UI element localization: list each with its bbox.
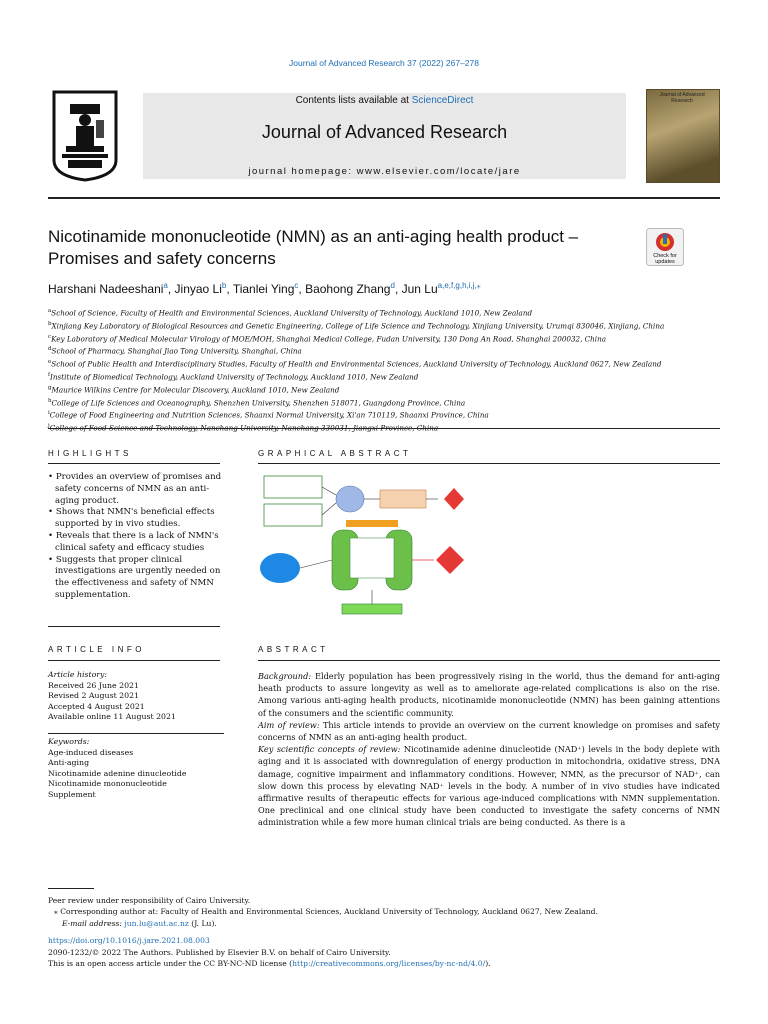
abstract-body [258, 670, 720, 829]
highlight-item: • Reveals that there is a lack of NMN's clinical safety and efficacy studies [48, 530, 219, 553]
header-rule [48, 197, 720, 199]
author[interactable]: Jinyao Li$^b$ [174, 281, 227, 296]
affiliations [48, 306, 728, 434]
history-label: Article history: [48, 670, 108, 679]
journal-citation[interactable]: Journal of Advanced Research 37 (2022) 267–278 [289, 58, 479, 68]
affiliation: $^h$College of Life Sciences and Oceanography, Shenzhen University, Shenzhen 518071, Guangdong Province, China [48, 397, 466, 407]
highlights-list [48, 472, 224, 602]
graphical-abstract-rule [258, 463, 720, 464]
author[interactable]: Tianlei Ying$^c$ [232, 281, 299, 296]
cover-title: Journal of Advanced Research [659, 92, 705, 104]
corresponding-author: ⁎ Corresponding author at: Faculty of Health and Environmental Sciences, Auckland University of Technology, Auckland 0627, New Zealand. [54, 907, 598, 917]
abstract-heading: ABSTRACT [258, 645, 329, 654]
footnote-rule [48, 888, 94, 889]
license-link[interactable]: http://creativecommons.org/licenses/by-nc-nd/4.0/ [292, 959, 486, 969]
email-link[interactable]: jun.lu@aut.ac.nz [124, 918, 189, 928]
article-title: Nicotinamide mononucleotide (NMN) as an anti-aging health product – Promises and safety concerns [48, 227, 579, 268]
graphical-abstract-figure [258, 468, 478, 623]
affiliation: $^d$School of Pharmacy, Shanghai Jiao Tong University, Shanghai, China [48, 346, 302, 356]
cairo-university-logo [48, 90, 122, 182]
sciencedirect-link[interactable]: ScienceDirect [411, 95, 474, 106]
keywords-label: Keywords: [48, 736, 90, 746]
author[interactable]: Harshani Nadeeshani$^a$ [48, 281, 168, 296]
abstract-rule [258, 660, 720, 661]
keyword: Nicotinamide adenine dinucleotide [48, 768, 187, 778]
highlights-bottom-rule [48, 626, 220, 627]
author[interactable]: Jun $Lu^{a,e,f,g,h,i,j,⁎}$ [401, 281, 481, 296]
article-info-rule [48, 660, 220, 661]
affiliation: $^j$College of Food Science and Technology, Nanchang University, Nanchang 330031, Jiangxi Province, China [48, 423, 439, 433]
author-list: Harshani Nadeeshani$^a$, Jinyao Li$^b$, Tianlei Ying$^c$, Baohong Zhang$^d$, Jun $Lu^{a,e,f,g,h,i,j,⁎}$ [48, 281, 481, 296]
highlight-item: • Shows that NMN's beneficial effects supported by in vivo studies. [48, 507, 215, 530]
section-rule [48, 428, 720, 429]
journal-name: Journal of Advanced Research [261, 122, 508, 142]
contents-line [143, 95, 626, 106]
history-item: Received 26 June 2021 [48, 680, 139, 690]
journal-homepage[interactable]: journal homepage: www.elsevier.com/locate/jare [248, 166, 521, 177]
abstract-key-concepts: Key scientific concepts of review: Nicotinamide adenine dinucleotide (NAD⁺) levels in the body deplete with aging and it is associated with downregulation of energy production in mitochondria, oxidative stress, DNA damage, cognitive impairment and inflammatory conditions. However, NMN, as the precursor of NAD⁺, can slow down this process by elevating NAD⁺ levels in the body. A number of in vivo studies have indicated affirmative results of therapeutic effects for various age-induced complications with NMN supplementation. One preclinical and one clinical study have been conducted to investigate the safety concerns of NMN administration while a few more human clinical trials are being conducted. As there is a [258, 744, 720, 828]
affiliation: $^a$School of Science, Faculty of Health and Environmental Sciences, Auckland University of Technology, Auckland 1010, New Zealand [48, 308, 533, 318]
keywords-divider [48, 733, 224, 734]
keyword: Supplement [48, 789, 96, 799]
doi-link[interactable]: https://doi.org/10.1016/j.jare.2021.08.003 [48, 936, 210, 946]
peer-review-note: Peer review under responsibility of Cairo University. [48, 896, 251, 905]
keyword: Nicotinamide mononucleotide [48, 779, 167, 789]
footer [48, 895, 728, 969]
highlights-heading: HIGHLIGHTS [48, 449, 132, 458]
affiliation: $^e$School of Public Health and Interdisciplinary Studies, Faculty of Health and Environmental Sciences, Auckland University of Technology, Auckland 0627, New Zealand [48, 359, 662, 369]
affiliation: $^g$Maurice Wilkins Centre for Molecular Discovery, Auckland 1010, New Zealand [48, 384, 340, 395]
abstract-aim: Aim of review: This article intends to provide an overview on the current knowledge on promises and safety concerns of NMN as an anti-aging health product. [258, 719, 720, 743]
graphical-abstract-heading: GRAPHICAL ABSTRACT [258, 449, 412, 458]
check-for-updates-label: Check for updates [653, 253, 677, 265]
article-info [48, 670, 224, 801]
affiliation: $^b$Xinjiang Key Laboratory of Biological Resources and Genetic Engineering, College of Life Science and Technology, Xinjiang University, Urumqi 830046, Xinjiang, China [48, 320, 665, 331]
history-item: Revised 2 August 2021 [48, 691, 140, 701]
highlight-item: • Provides an overview of promises and safety concerns of NMN as an anti-aging product. [48, 472, 222, 506]
contents-prefix: Contents lists available at [295, 95, 412, 106]
highlights-rule [48, 463, 220, 464]
highlight-item: • Suggests that proper clinical investigations are urgently needed on the effectiveness and safety of NMN supplementation. [48, 554, 221, 600]
history-item: Accepted 4 August 2021 [48, 701, 145, 711]
keyword: Age-induced diseases [48, 747, 134, 757]
keyword: Anti-aging [48, 758, 90, 768]
history-item: Available online 11 August 2021 [48, 712, 176, 722]
issn-copyright: 2090-1232/© 2022 The Authors. Published by Elsevier B.V. on behalf of Cairo University. [48, 947, 391, 957]
article-info-heading: ARTICLE INFO [48, 645, 145, 654]
affiliation: $^f$Institute of Biomedical Technology, Auckland University of Technology, Auckland 1010, New Zealand [48, 371, 419, 382]
author[interactable]: Baohong Zhang$^d$ [305, 281, 395, 296]
abstract-background: Background: Elderly population has been progressively rising in the world, thus the demand for anti-aging heath products to assure longevity as well as to ameliorate age-related complications is also on the rise. Among various anti-aging health products, nicotinamide mononucleotide (NMN) has been gaining attentions of the consumers and the scientific community. [258, 671, 721, 718]
affiliation: $^c$Key Laboratory of Medical Molecular Virology of MOE/MOH, Shanghai Medical College, Fudan University, 130 Dong An Road, Shanghai 200032, China [48, 333, 607, 343]
affiliation: $^i$College of Food Engineering and Nutrition Sciences, Shaanxi Normal University, Xi'an 710119, Shaanxi Province, China [48, 410, 489, 420]
license-line: This is an open access article under the CC BY-NC-ND license (http://creativecommons.org/licenses/by-nc-nd/4.0/). [48, 959, 491, 969]
email-line: E-mail address: jun.lu@aut.ac.nz (J. Lu). [62, 918, 217, 928]
